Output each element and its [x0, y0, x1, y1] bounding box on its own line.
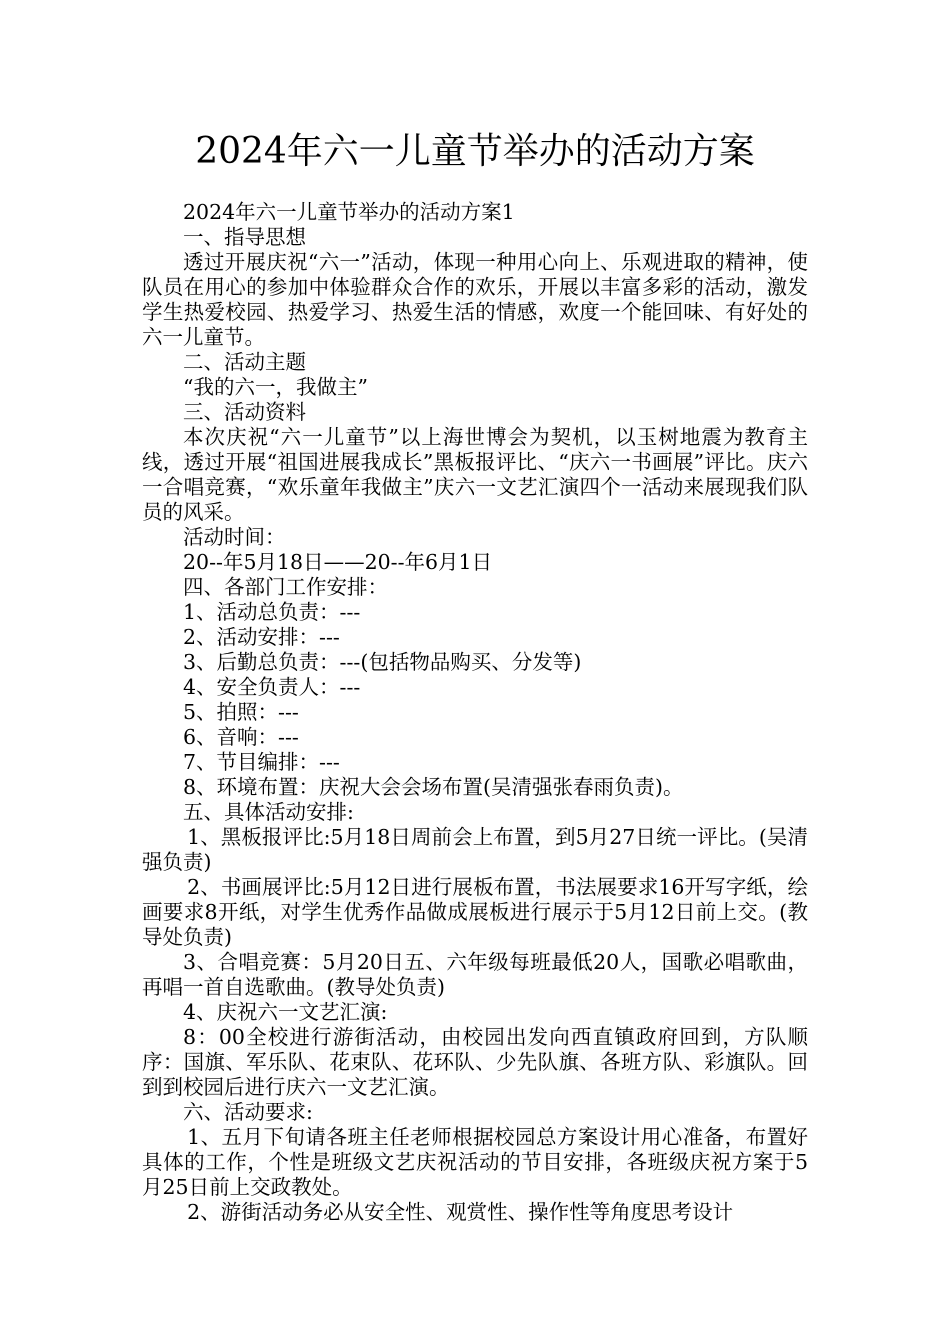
list-item: 2、游街活动务必从安全性、观赏性、操作性等角度思考设计	[187, 1200, 734, 1224]
section-heading: 五、具体活动安排:	[183, 800, 354, 824]
section-heading: 六、活动要求:	[183, 1100, 313, 1124]
section-heading: 四、各部门工作安排：	[183, 575, 388, 599]
section-heading: 二、活动主题	[183, 350, 306, 374]
list-item: 6、音响：---	[183, 725, 299, 749]
section-heading: 一、指导思想	[183, 225, 306, 249]
list-item: 4、安全负责人：---	[183, 675, 361, 699]
list-item: 2、活动安排：---	[183, 625, 340, 649]
list-item: 7、节目编排：---	[183, 750, 340, 774]
document-body	[142, 200, 808, 1225]
section-heading: 三、活动资料	[183, 400, 306, 424]
paragraph: “我的六一，我做主”	[183, 375, 368, 399]
document-title: 2024年六一儿童节举办的活动方案	[195, 131, 755, 172]
paragraph: 透过开展庆祝“六一”活动，体现一种用心向上、乐观进取的精神，使队员在用心的参加中体验群众合作的欢乐，开展以丰富多彩的活动，激发学生热爱校园、热爱学习、热爱生活的情感，欢度一个能回味、有好处的六一儿童节。	[142, 250, 808, 349]
list-item: 5、拍照：---	[183, 700, 299, 724]
list-item: 1、黑板报评比:5月18日周前会上布置，到5月27日统一评比。(吴清强负责)	[142, 825, 808, 874]
list-item: 1、活动总负责：---	[183, 600, 361, 624]
list-item: 3、后勤总负责：---(包括物品购买、分发等)	[183, 650, 582, 674]
list-item: 2、书画展评比:5月12日进行展板布置，书法展要求16开写字纸，绘画要求8开纸，对学生优秀作品做成展板进行展示于5月12日前上交。(教导处负责)	[142, 875, 808, 949]
list-item: 1、五月下旬请各班主任老师根据校园总方案设计用心准备，布置好具体的工作，个性是班级文艺庆祝活动的节目安排，各班级庆祝方案于5月25日前上交政教处。	[142, 1125, 808, 1199]
paragraph: 8：00全校进行游街活动，由校园出发向西直镇政府回到，方队顺序：国旗、军乐队、花束队、花环队、少先队旗、各班方队、彩旗队。回到到校园后进行庆六一文艺汇演。	[142, 1025, 808, 1099]
paragraph: 本次庆祝“六一儿童节”以上海世博会为契机，以玉树地震为教育主线，透过开展“祖国进展我成长”黑板报评比、“庆六一书画展”评比。庆六一合唱竞赛，“欢乐童年我做主”庆六一文艺汇演四个一活动来展现我们队员的风采。	[142, 425, 808, 524]
list-item: 4、庆祝六一文艺汇演:	[183, 1000, 388, 1024]
section-subtitle: 2024年六一儿童节举办的活动方案1	[183, 200, 515, 224]
paragraph: 20--年5月18日——20--年6月1日	[183, 550, 493, 574]
list-item: 3、合唱竞赛：5月20日五、六年级每班最低20人，国歌必唱歌曲，再唱一首自选歌曲。(教导处负责)	[142, 950, 808, 999]
list-item: 8、环境布置：庆祝大会会场布置(吴清强张春雨负责)。	[183, 775, 684, 799]
paragraph: 活动时间：	[183, 525, 286, 549]
